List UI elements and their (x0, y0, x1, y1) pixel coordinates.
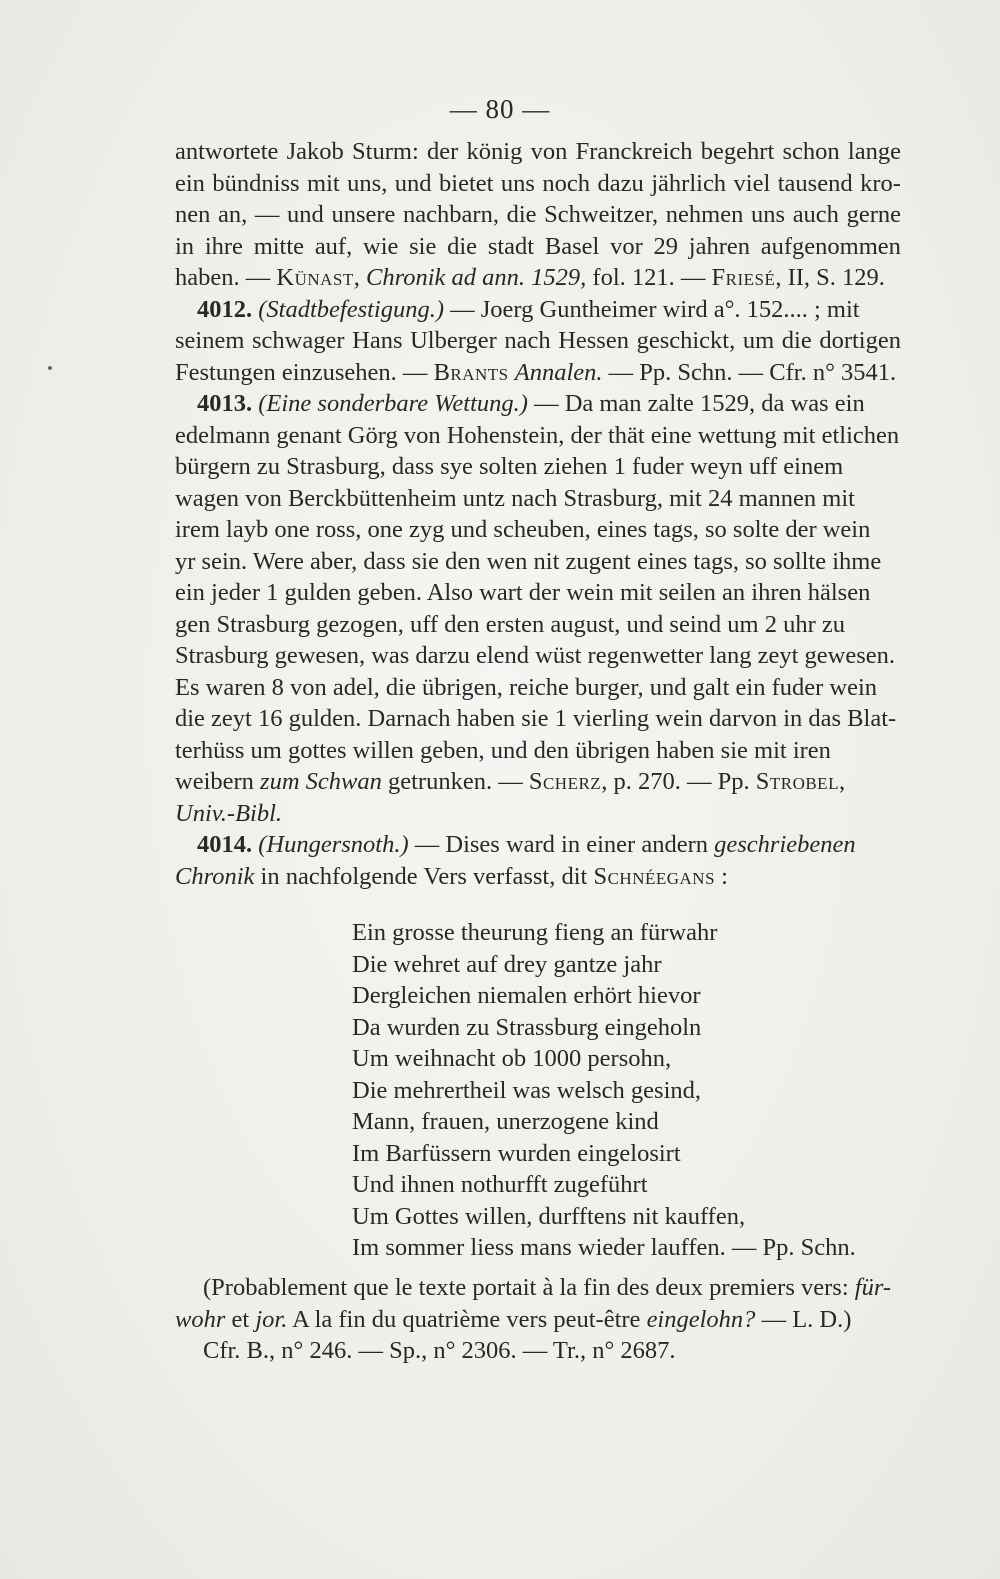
source-chronik: Chronik ad ann. 1529, (366, 264, 587, 291)
verse-line: Mann, frauen, unerzogene kind (352, 1108, 659, 1135)
text-line (175, 798, 901, 830)
verse-block (352, 917, 856, 1264)
verse-line: Im Barfüssern wurden eingelosirt (352, 1139, 681, 1167)
text-line: gen Strasburg gezogen, uff den ersten august, und seind um 2 uhr zu (175, 610, 845, 638)
entry-number: 4012. (197, 295, 253, 323)
text-line: ein bündniss mit uns, und bietet uns noch dazu jährlich viel tausend kro- (175, 169, 901, 197)
text-line: Es waren 8 von adel, die übrigen, reiche burger, und galt ein fuder wein (175, 673, 878, 701)
verse-line: Und ihnen nothurfft zugeführt (352, 1171, 648, 1198)
text-line: die zeyt 16 gulden. Darnach haben sie 1 vierling wein darvon in das Blat- (175, 705, 897, 732)
verse-line: Im sommer liess mans wieder lauffen. — Pp. Schn. (352, 1234, 856, 1261)
verse-line: Um Gottes willen, durfftens nit kauffen, (352, 1202, 746, 1230)
margin-speck (48, 366, 52, 370)
text-line-citation: weibern zum Schwan getrunken. — Scherz, p. 270. — Pp. Strobel, (175, 768, 846, 795)
text-line: wagen von Berckbüttenheim untz nach Strasburg, mit 24 mannen mit (175, 484, 855, 512)
text-line: seinem schwager Hans Ulberger nach Hessen geschickt, um die dortigen (175, 327, 901, 354)
text-line: Strasburg gewesen, was darzu elend wüst regenwetter lang zeyt gewesen. (175, 642, 895, 669)
text-line: in ihre mitte auf, wie sie die stadt Basel vor 29 jahren aufgenommen (175, 232, 901, 260)
entry-title: (Stadtbefestigung.) (258, 295, 445, 323)
author-strobel: Strobel (755, 768, 839, 795)
text-line-citation: Festungen einzusehen. — Brants Annalen. — Pp. Schn. — Cfr. n° 3541. (175, 358, 897, 386)
entry-title: (Eine sonderbare Wettung.) (258, 390, 528, 417)
verse-line: Die mehrertheil was welsch gesind, (352, 1076, 702, 1104)
verse-line: Ein grosse theurung fieng an fürwahr (352, 919, 718, 946)
entry-number: 4014. (197, 831, 253, 858)
text-line: terhüss um gottes willen geben, und den übrigen haben sie mit iren (175, 736, 831, 764)
text-line: Chronik in nachfolgende Vers verfasst, dit Schnéegans : (175, 862, 728, 890)
library-name: Univ.-Bibl. (175, 799, 283, 827)
inn-name: zum Schwan (260, 768, 382, 795)
author-schneegans: Schnéegans (593, 862, 716, 890)
text-line: ein jeder 1 gulden geben. Also wart der wein mit seilen an ihren hälsen (175, 579, 871, 606)
entry-number: 4013. (197, 390, 253, 417)
text-line: edelmann genant Görg von Hohenstein, der thät eine wettung mit etlichen (175, 421, 900, 449)
verse-line: Um weihnacht ob 1000 persohn, (352, 1045, 672, 1072)
entry-4012-heading: 4012. (Stadtbefestigung.) — Joerg Guntheimer wird a°. 152.... ; mit (197, 295, 860, 323)
editorial-note (175, 1272, 901, 1367)
text-line: antwortete Jakob Sturm: der könig von Franckreich begehrt schon lange (175, 138, 901, 165)
text-line-citation: haben. — Künast, Chronik ad ann. 1529, fol. 121. — Friesé, II, S. 129. (175, 264, 885, 291)
source-annalen: Annalen. (514, 358, 603, 386)
cross-reference: Cfr. B., n° 246. — Sp., n° 2306. — Tr., n° 2687. (203, 1337, 676, 1364)
text-line: bürgern zu Strasburg, dass sye solten ziehen 1 fuder weyn uff einem (175, 453, 844, 480)
main-text (175, 136, 901, 892)
entry-title: (Hungersnoth.) (258, 831, 409, 858)
author-kunast: Künast (276, 264, 354, 291)
entry-4013-heading: 4013. (Eine sonderbare Wettung.) — Da man zalte 1529, da was ein (197, 390, 865, 417)
verse-line: Die wehret auf drey gantze jahr (352, 950, 662, 978)
text-line: irem layb one ross, one zyg und scheuben, eines tags, so solte der wein (175, 516, 871, 543)
verse-line: Dergleichen niemalen erhört hievor (352, 982, 701, 1009)
verse-line: Da wurden zu Strassburg eingeholn (352, 1013, 702, 1041)
author-brants: Brants (433, 358, 509, 386)
text-line: nen an, — und unsere nachbarn, die Schweitzer, nehmen uns auch gerne (175, 201, 901, 228)
author-friese: Friesé (711, 264, 776, 291)
text-line: yr sein. Were aber, dass sie den wen nit zugent eines tags, so sollte ihme (175, 547, 882, 575)
note-line: wohr et jor. A la fin du quatrième vers peut-être eingelohn? — L. D.) (175, 1305, 852, 1333)
entry-4014-heading: 4014. (Hungersnoth.) — Dises ward in einer andern geschriebenen (197, 831, 856, 858)
page-number: — 80 — (449, 94, 551, 124)
author-scherz: Scherz (528, 768, 602, 795)
note-line: (Probablement que le texte portait à la fin des deux premiers vers: für- (203, 1274, 892, 1301)
